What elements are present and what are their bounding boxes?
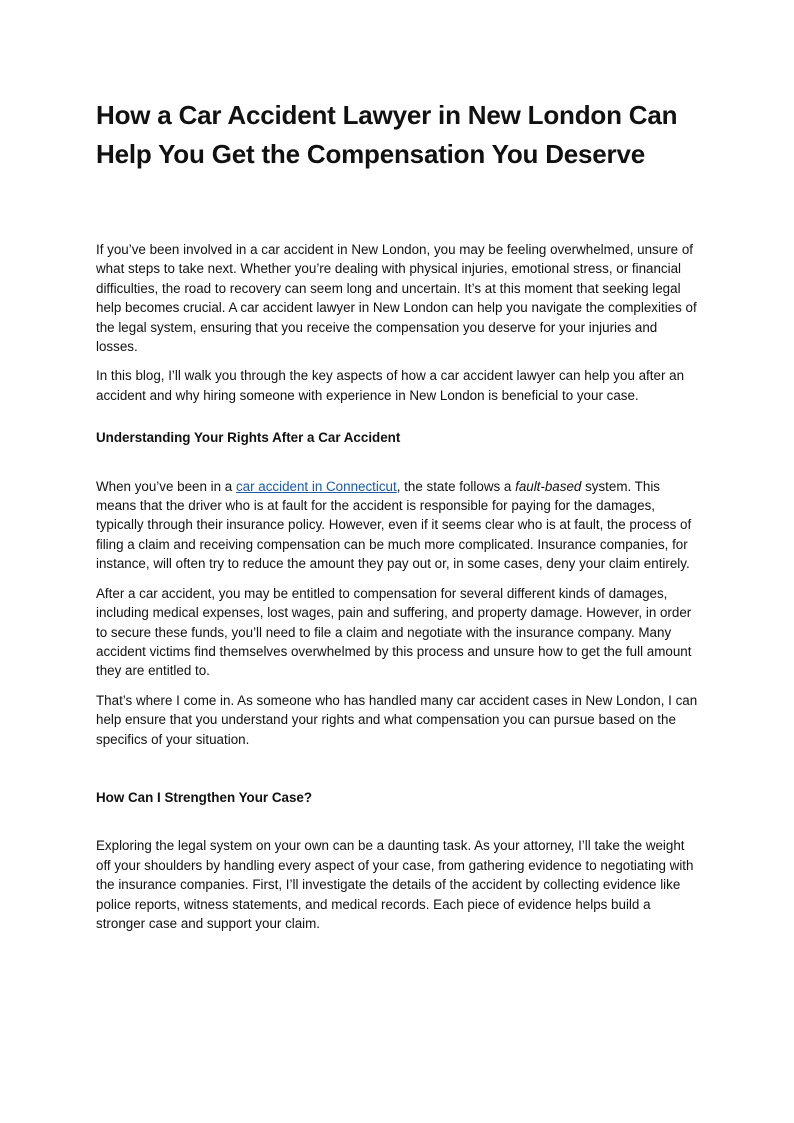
connecticut-accident-link[interactable]: car accident in Connecticut	[235, 478, 397, 494]
rights-text-lead: When you’ve been in a	[96, 478, 236, 494]
page-title: How a Car Accident Lawyer in New London Can Help You Get the Compensation You Deserve	[96, 100, 678, 169]
intro-paragraph-1: If you’ve been involved in a car accident in New London, you may be feeling overwhelmed, unsure of what steps to take next. Whether you’re dealing with physical injuries, emotional stress, or financial difficulties, the road to recovery can seem long and uncertain. It’s at this moment that seeking legal help becomes crucial. A car accident lawyer in New London can help you navigate the complexities of the legal system, ensuring that you receive the compensation you deserve for your injuries and losses.	[96, 242, 697, 355]
fault-based-emphasis: fault-based	[515, 478, 582, 494]
strengthen-paragraph-1: Exploring the legal system on your own can be a daunting task. As your attorney, I’ll take the weight off your shoulders by handling every aspect of your case, from gathering evidence to negotiating with the insurance companies. First, I’ll investigate the details of the accident by collecting evidence like police reports, witness statements, and medical records. Each piece of evidence helps build a stronger case and support your claim.	[96, 838, 694, 931]
section-heading-rights: Understanding Your Rights After a Car Accident	[96, 430, 401, 446]
document-page	[96, 96, 700, 933]
rights-paragraph-3: That’s where I come in. As someone who has handled many car accident cases in New London, I can help ensure that you understand your rights and what compensation you can pursue based on the specifics of your situation.	[96, 692, 698, 747]
section-heading-strengthen: How Can I Strengthen Your Case?	[96, 789, 313, 805]
rights-text-middle: , the state follows a	[396, 478, 516, 494]
rights-text-rest: system. This means that the driver who is at fault for the accident is responsible for paying for the damages, typically through their insurance policy. However, even if it seems clear who is at fault, the process of filing a claim and receiving compensation can be much more complicated. Insurance companies, for instance, will often try to reduce the amount they pay out or, in some cases, deny your claim entirely.	[96, 478, 692, 572]
intro-paragraph-2: In this blog, I’ll walk you through the key aspects of how a car accident lawyer can help you after an accident and why hiring someone with experience in New London is beneficial to your case.	[96, 368, 685, 403]
rights-paragraph-2: After a car accident, you may be entitled to compensation for several different kinds of damages, including medical expenses, lost wages, pain and suffering, and property damage. However, in order to secure these funds, you’ll need to file a claim and negotiate with the insurance company. Many accident victims find themselves overwhelmed by this process and unsure how to get the full amount they are entitled to.	[96, 585, 692, 679]
rights-paragraph-1	[96, 477, 700, 574]
